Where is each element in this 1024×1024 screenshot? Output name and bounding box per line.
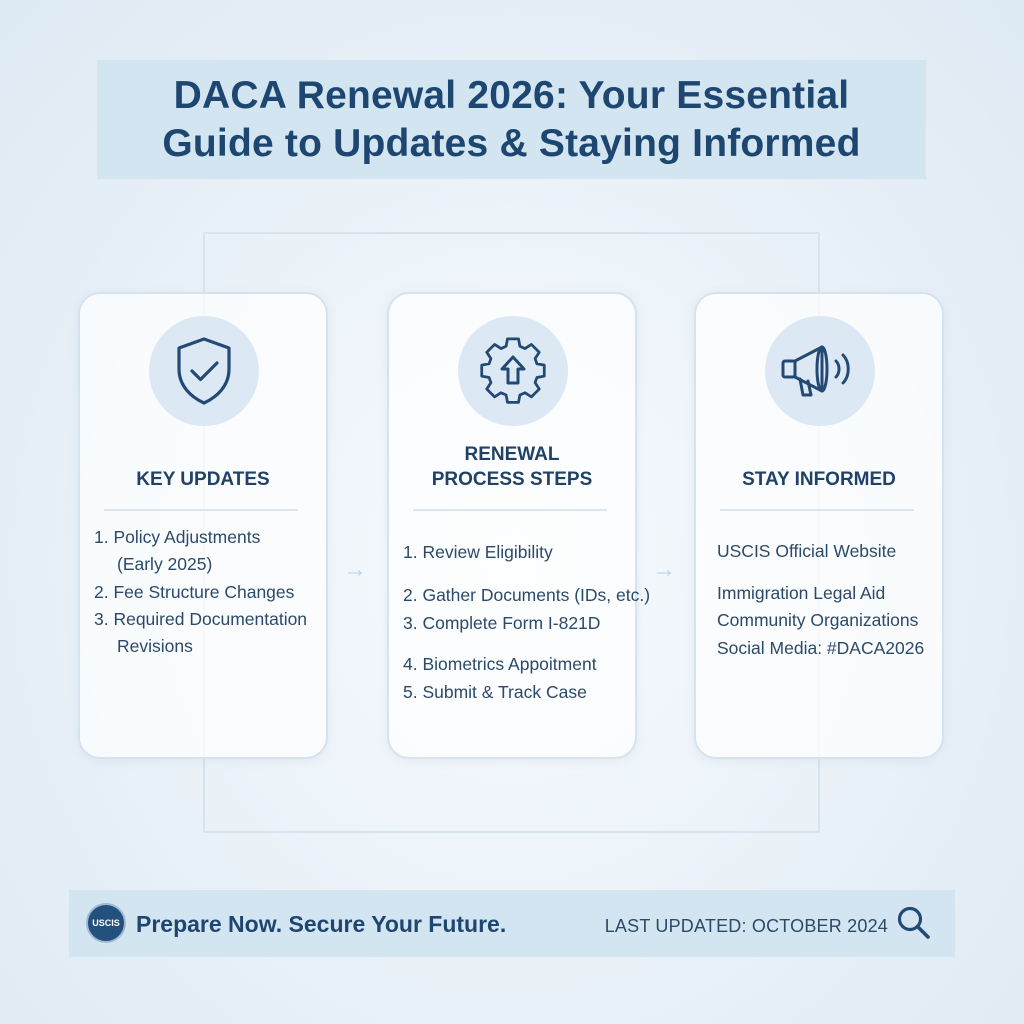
shield-check-icon [149,316,259,426]
list-item: 1. Review Eligibility [403,542,553,562]
arrow-right-icon: → [343,556,367,583]
card-heading [389,442,635,492]
list-item: Revisions [117,636,193,656]
renewal-steps-card [387,292,651,759]
list-item: Immigration Legal Aid [717,583,886,603]
title-line-1: DACA Renewal 2026: Your Essential [173,73,850,117]
tagline: Prepare Now. Secure Your Future. [136,911,507,937]
list-item: 1. Policy Adjustments [94,527,261,547]
last-updated-text: LAST UPDATED: OCTOBER 2024 [604,916,888,936]
list-item: 2. Gather Documents (IDs, etc.) [403,585,651,605]
card-heading-line-1: RENEWAL [464,444,560,465]
list-item: 4. Biometrics Appoitment [403,654,597,674]
list-item: (Early 2025) [117,554,213,574]
search-icon[interactable] [895,904,933,942]
card-heading: KEY UPDATES [136,469,270,490]
list-item: 3. Complete Form I-821D [403,613,601,633]
divider [413,509,607,511]
stay-informed-card [694,292,944,759]
uscis-seal-logo: USCIS [86,903,126,943]
title-banner [97,60,926,179]
divider [104,509,298,511]
divider [720,509,914,511]
card-heading: STAY INFORMED [742,469,896,490]
list-item: Social Media: #DACA2026 [717,638,925,658]
key-updates-card [78,292,328,759]
list-item: Community Organizations [717,610,919,630]
megaphone-icon [765,316,875,426]
title-line-2: Guide to Updates & Staying Informed [162,121,861,165]
list-item: USCIS Official Website [717,541,897,561]
gear-upload-icon [458,316,568,426]
list-item: 3. Required Documentation [94,609,308,629]
page-title [162,72,860,168]
arrow-right-icon: → [652,556,676,583]
list-item: 5. Submit & Track Case [403,682,587,702]
card-heading-line-2: PROCESS STEPS [431,469,593,490]
list-item: 2. Fee Structure Changes [94,582,295,602]
footer-banner [69,890,955,957]
